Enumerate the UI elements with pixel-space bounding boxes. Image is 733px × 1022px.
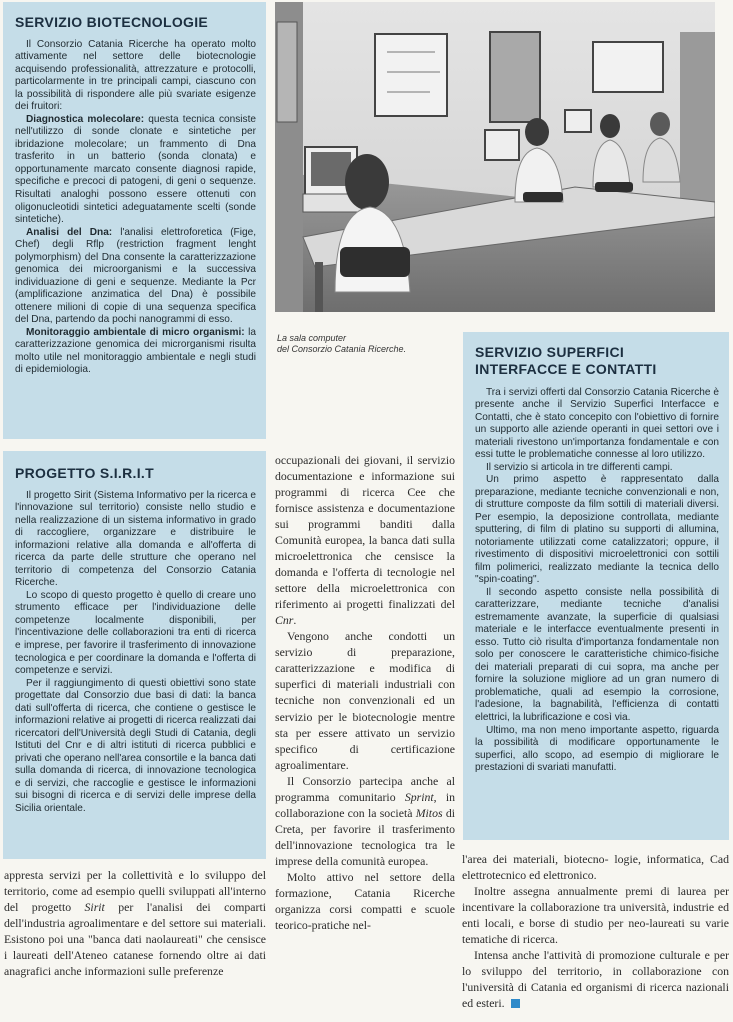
body-paragraph [275,452,455,628]
section-heading: Monitoraggio ambientale di micro organismi: [26,326,245,338]
superfici-paragraph: Il secondo aspetto consiste nella possibilità di caratterizzare, mediante tecniche d'analisi estremamente avanzate, la superficie di qualsiasi materiale e le interfacce eventualmente presenti in esso. Tutto ciò risulta d'importanza fondamentale non solo per conoscere le caratteristiche chimico-fisiche dei materiali preparati di cui sopra, ma anche per fornire la soluzione migliore ad un gran numero di problematiche, quali ad esempio la corrosione, l'adesione, la bagnabilità, l'efficienza di contatti elettrici, la lubrificazione e così via. [475,586,719,723]
sirit-paragraph: Il progetto Sirit (Sistema Informativo per la ricerca e l'innovazione sul territorio) consiste nello studio e nella realizzazione di un sistema informativo in grado di raccogliere, organizzare e distribuire le informazioni relative alla domanda e all'offerta di ricerca da parte delle strutture che operano nel territorio di competenza del Consorzio Catania Ricerche. [15,489,256,589]
text-run: , in collaborazione con la società [275,789,455,820]
body-paragraph: Vengono anche condotti un servizio di preparazione, caratterizzazione e modifica di superfici di materiali industriali con tecniche non convenzionali ed un servizio per le biotecnologie mentre sta per essere attivato un servizio specifico di certificazione agroalimentare. [275,629,455,772]
sirit-paragraph: Lo scopo di questo progetto è quello di creare uno strumento efficace per l'individuazione delle competenze localmente disponibili, per l'incentivazione delle collaborazioni tra enti di ricerca e imprese, per favorire il trasferimento di innovazione tecnologica e per coordinare la domanda e l'offerta di competenze e servizi. [15,589,256,677]
section-heading: Diagnostica molecolare: [26,113,145,125]
biotecnologie-title: SERVIZIO BIOTECNOLOGIE [15,14,209,30]
emphasis: Sprint [404,789,434,804]
text-run: di Creta, per favorire il trasferimento dell'innovazione tecnologica tra le imprese della comunità europea. [275,805,455,868]
biotecnologie-section-analisi [15,227,256,327]
middle-column [275,452,455,933]
photo-caption [277,333,452,356]
computer-room-illustration [275,2,715,312]
superfici-title [475,344,719,378]
text-run: occupazionali dei giovani, il servizio documentazione e informazione sui programmi di ricerca Cee che fornisce assistenza e documentazione sui programmi banditi dalla Comunità europea, la banca dati sulla microelettronica che censisce la domanda e l'offerta di tecnologie nel settore della microelettronica con riferimento ai progetti finalizzati del [275,453,455,612]
body-paragraph: Inoltre assegna annualmente premi di laurea per incentivare la collaborazione tra università, industrie ed enti locali, e borse di studio per neo-laureati su varie tematiche di ricerca. [462,884,729,947]
caption-line: La sala computer [277,333,347,343]
end-of-article-square-icon [511,999,520,1008]
text-run: . [293,613,297,628]
computer-room-photo [275,2,715,312]
sirit-paragraph: Per il raggiungimento di questi obiettivi sono state progettate dal Consorzio due basi di dati: la banca dati sull'offerta di ricerca, che contiene o gestisce le informazioni relative ai progetti di ricerca realizzati dai ricercatori dell'Università degli Studi di Catania, degli Istituti del Cnr e di altri istituti di ricerca pubblici e privati che operano nell'area consortile e la banca dati sulla domanda di ricerca, di innovazione tecnologica e di servizi, che raccoglie e gestisce le informazioni sui bisogni di ricerca e di servizi delle imprese della Sicilia orientale. [15,677,256,814]
body-paragraph: Molto attivo nel settore della formazione, Catania Ricerche organizza corsi compatti e scuole teorico-pratiche nel- [275,869,455,932]
superfici-paragraph: Ultimo, ma non meno importante aspetto, riguarda la possibilità di modificare opportunamente le superfici, allo scopo, ad esempio di migliorare le prestazioni di svariati manufatti. [475,724,719,774]
biotecnologie-intro: Il Consorzio Catania Ricerche ha operato molto attivamente nel settore delle biotecnologie acquisendo professionalità, attrezzature e protocolli, particolarmente in tre principali campi, ciascuno con la possibilità di rispondere alle più svariate esigenze dei fruitori: [15,38,256,113]
body-paragraph [4,867,266,979]
superfici-paragraph: Il servizio si articola in tre differenti campi. [486,461,673,473]
superfici-paragraph: Tra i servizi offerti dal Consorzio Catania Ricerche è presente anche il Servizio Superfici Interfacce e Contatti, che è stato concepito con l'obiettivo di fornire un supporto alle aziende operanti in quei settori ove i materiali rivestono un'importanza fondamentale e con essi tutte le problematiche connesse al loro utilizzo. [475,386,719,461]
title-line: INTERFACCE E CONTATTI [475,360,657,377]
biotecnologie-section-diagnostica [15,114,256,227]
body-paragraph: l'area dei materiali, biotecno- logie, informatica, Cad elettrotecnico ed elettronico. [462,852,729,883]
emphasis: Mitos [415,805,443,820]
superfici-box [463,332,729,840]
biotecnologie-box [3,2,266,439]
section-text: questa tecnica consiste nell'utilizzo di sonde clonate e sintetiche per ibridazione molecolare; un frammento di Dna trasferito in un batterio (sonda clonata) e opportunamente marcato consente diagnosi rapide, specifiche e precoci di patogeni, di geni o sequenze. Risultati analoghi possono essere ottenuti con oligonucleotidi sintetici adeguatamente scelti (sonde sintetiche). [15,113,256,226]
section-text: la caratterizzazione genomica dei microrganismi risulta molto utile nel monitoraggio ambientale e negli studi di epidemiologia. [15,326,256,376]
section-text: l'analisi elettroforetica (Fige, Chef) degli Rflp (restriction fragment lenght polymorphism) del Dna consente la caratterizzazione genomica dei microorganismi e la successiva individuazione di geni e sequenze. Mediante la Pcr (amplificazione anzimatica del Dna) è possibile ottenere milioni di copie di una sequenza specifica del Dna, partendo da pochi nanogrammi di esso. [15,226,257,326]
text-run: per l'analisi dei comparti dell'industria agroalimentare e del settore sui materiali. Esistono poi una "banca dati naolaureati" che censisce i laureati dell'Ateneo catanese fornendo oltre ai dati anagrafici anche informazioni sulle preferenze [4,900,267,979]
emphasis: Sirit [84,900,105,915]
sirit-title: PROGETTO S.I.R.I.T [15,465,154,481]
text-run: Intensa anche l'attività di promozione culturale e per lo sviluppo del territorio, in collaborazione con l'università di Catania ed organismi di ricerca nazionali ed esteri. [462,948,729,1011]
body-paragraph [275,773,455,869]
body-paragraph [462,947,729,1011]
section-heading: Analisi del Dna: [26,226,113,238]
title-line: SERVIZIO SUPERFICI [475,344,625,360]
emphasis: Cnr [275,613,294,628]
text-run: appresta servizi per la collettività e lo sviluppo del territorio, come ad esempio quelli sviluppati all'interno del progetto [4,868,266,915]
biotecnologie-section-monitoraggio [15,327,256,377]
caption-line: del Consorzio Catania Ricerche. [277,344,407,355]
superfici-paragraph: Un primo aspetto è rappresentato dalla preparazione, mediante tecniche convenzionali e non, di strutture composte da film sottili di materiali diversi. Per esempio, la deposizione controllata, mediante sputtering, di film di platino su supporti di allumina, notoriamente utilizzati come catalizzatori; oppure, il rivestimento di dispositivi microelettronici con sottili film polimerici, realizzato mediante la tecnica dello "spin-coating". [475,474,719,586]
sirit-box [3,451,266,859]
text-run: Il Consorzio partecipa anche al programma comunitario [275,773,455,804]
bottom-right-column [462,851,729,1011]
bottom-left-column [4,867,266,979]
